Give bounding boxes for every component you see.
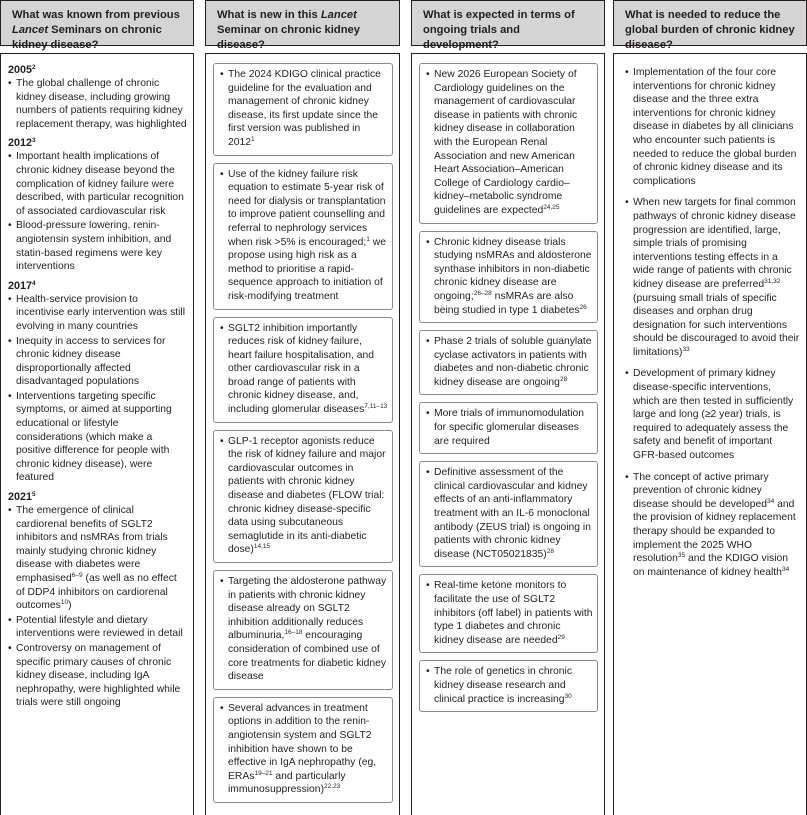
column-expected-heading xyxy=(411,0,605,51)
list-item: • Blood-pressure lowering, renin-angiotensin system inhibition, and statin-based regimens were key interventions xyxy=(8,219,187,273)
item-text: nsMRAs are also being studied in type 1 diabetes xyxy=(434,290,580,316)
item-text: New 2026 European Society of Cardiology guidelines on the management of cardiovascular disease in patients with chronic kidney disease in collaboration with the European Renal Association and new American Heart Association–American College of Cardiology cardio–kidney–metabolic syndrome guidelines are expected xyxy=(434,69,578,216)
list-item: • Health-service provision to incentivise early intervention was still evolving in many countries xyxy=(8,293,187,334)
item-text: Development of primary kidney disease-specific interventions, which are then tested in sufficiently large and long (≥2 year) trials, is required to adequately assess the safety and benefit of important GFR-based outcomes xyxy=(633,368,794,462)
item-text: More trials of immunomodulation for specific glomerular diseases are required xyxy=(434,408,585,447)
reference: 10 xyxy=(60,599,69,607)
item-text: The role of genetics in chronic kidney disease research and clinical practice is increasing xyxy=(434,666,572,705)
item-text: SGLT2 inhibition importantly reduces risk of kidney failure, heart failure hospitalisation, and other cardiovascular risk in a broad range of patients with chronic kidney disease, and, including glomerular diseases xyxy=(228,322,375,416)
list-item xyxy=(213,570,393,690)
item-text: Use of the kidney failure risk equation to estimate 5-year risk of need for dialysis or transplantation to improve patient counselling and referral to nephrology services when risk >5% is encouraged; xyxy=(228,168,386,248)
year-heading xyxy=(8,136,187,150)
list-item xyxy=(625,471,800,580)
item-text: Implementation of the four core interventions for chronic kidney disease and the three extra interventions for chronic kidney disease in diabetes by all clinicians who encounter such patients is needed to reduce the global burden of chronic kidney disease and its complications xyxy=(633,67,797,187)
column-needed xyxy=(613,0,807,815)
reference: 2 xyxy=(32,64,36,71)
item-text: The concept of active primary prevention of chronic kidney disease should be developed xyxy=(633,471,769,510)
item-text: (as well as no effect of DDP4 inhibitors on cardiorenal outcomes xyxy=(16,573,177,612)
reference: 19–21 xyxy=(254,769,273,777)
year-label: 2012 xyxy=(8,137,33,150)
list-item: • Controversy on management of specific primary causes of chronic kidney disease, including IgA nephropathy, were highlighted while trials were still ongoing xyxy=(8,642,187,710)
heading-text: What is needed to reduce the global burden of chronic kidney disease? xyxy=(625,9,795,51)
reference: 1 xyxy=(251,135,255,143)
item-text: ) xyxy=(68,600,72,612)
list-item xyxy=(213,63,393,156)
list-item xyxy=(625,66,800,188)
list-item xyxy=(419,402,598,454)
column-expected-body xyxy=(411,53,605,815)
heading-text: Seminars on chronic kidney disease? xyxy=(12,24,162,51)
bullet-list xyxy=(8,293,187,485)
item-text: When new targets for final common pathways of chronic kidney disease progression are identified, large, simple trials of promising interventions testing effects in a wide range of patients with chronic kidney disease are preferred xyxy=(633,197,796,290)
year-label: 2021 xyxy=(8,491,33,504)
item-text: Definitive assessment of the clinical cardiovascular and kidney effects of an anti-inflammatory treatment with an IL-6 monoclonal antibody (ZEUS trial) is ongoing in patients with chronic kidney disease (NCT05021835) xyxy=(434,467,591,560)
item-text: GLP-1 receptor agonists reduce the risk of kidney failure and major cardiovascular outcomes in patients with chronic kidney disease and diabetes (FLOW trial: chronic kidney disease-specific data using subcutaneous semaglutide in its anti-diabetic dose) xyxy=(228,435,386,556)
reference: 28 xyxy=(546,547,554,555)
bullet-list xyxy=(625,66,800,579)
column-new xyxy=(205,0,400,815)
column-known-heading xyxy=(0,0,194,51)
list-item: • The global challenge of chronic kidney disease, including growing numbers of patients requiring kidney replacement therapy, was highlighted xyxy=(8,77,187,131)
item-text: (pursuing small trials of specific diseases and orphan drug designation for such interventions should be discouraged to avoid their limitations) xyxy=(633,292,800,358)
reference: 26 xyxy=(579,303,587,311)
bullet-list xyxy=(8,504,187,710)
year-label: 2017 xyxy=(8,279,33,292)
list-item: • Potential lifestyle and dietary interventions were reviewed in detail xyxy=(8,614,187,641)
list-item xyxy=(213,163,393,310)
item-text: Real-time ketone monitors to facilitate the use of SGLT2 inhibitors (off label) in patients with type 1 diabetes and chronic kidney disease are needed xyxy=(434,580,593,646)
column-needed-body xyxy=(613,53,807,815)
item-text: Chronic kidney disease trials studying nsMRAs and aldosterone synthase inhibitors in non-diabetic chronic kidney disease are ongoing; xyxy=(434,236,592,302)
reference: 1 xyxy=(366,235,370,243)
item-text: The emergence of clinical cardiorenal benefits of SGLT2 inhibitors and nsMRAs from trials mainly studying chronic kidney disease with diabetes were emphasised xyxy=(16,505,168,584)
reference: 3 xyxy=(32,137,36,145)
year-label: 2005 xyxy=(8,64,33,76)
heading-text: Seminar on chronic kidney disease? xyxy=(217,24,360,51)
year-heading xyxy=(8,279,187,293)
column-new-heading xyxy=(205,0,400,51)
item-text: Several advances in treatment options in addition to the renin-angiotensin system and SGLT2 inhibition have shown to be effective in IgA nephropathy (eg, ERAs xyxy=(228,702,377,782)
reference: 26–28 xyxy=(473,289,492,297)
column-known xyxy=(0,0,194,815)
column-needed-heading xyxy=(613,0,807,51)
item-text: The 2024 KDIGO clinical practice guideline for the evaluation and management of chronic kidney disease, its first update since the first version was published in 2012 xyxy=(228,69,381,148)
reference: 14,15 xyxy=(253,543,271,551)
item-text: Phase 2 trials of soluble guanylate cyclase activators in patients with diabetes and non-diabetic chronic kidney disease are ongoing xyxy=(434,336,592,388)
heading-italic: Lancet xyxy=(320,9,357,21)
reference: 6–9 xyxy=(71,572,83,579)
list-item: • Important health implications of chronic kidney disease beyond the complication of kidney failure were described, with particular recognition of associated cardiovascular risk xyxy=(8,150,187,218)
list-item xyxy=(419,461,598,567)
reference: 34 xyxy=(767,497,775,505)
list-item xyxy=(419,63,598,224)
reference: 31,32 xyxy=(764,277,781,285)
item-text: and the provision of kidney replacement therapy should be expanded to implement the 2025 WHO resolution xyxy=(633,498,796,565)
list-item xyxy=(419,231,598,324)
item-text: Targeting the aldosterone pathway in patients with chronic kidney disease already on SGLT2 inhibition additionally reduces albuminuria, xyxy=(228,576,387,642)
reference: 16–18 xyxy=(284,629,303,637)
reference: 29 xyxy=(557,633,565,641)
item-text: encouraging consideration of combined use of core treatments for diabetic kidney disease xyxy=(228,630,387,683)
reference: 22,23 xyxy=(324,783,341,791)
list-item: • Interventions targeting specific symptoms, or aimed at supporting educational or lifestyle considerations (which make a positive difference for people with chronic kidney disease), were featured xyxy=(8,390,187,485)
list-item xyxy=(213,697,393,803)
reference: 7,11–13 xyxy=(364,403,388,411)
list-item xyxy=(213,317,393,423)
heading-text: What is new in this xyxy=(217,9,321,21)
reference: 5 xyxy=(32,491,36,499)
list-item xyxy=(625,367,800,462)
year-heading xyxy=(8,490,187,504)
column-known-body xyxy=(0,53,194,815)
reference: 35 xyxy=(677,552,686,560)
item-text: and particularly immunosuppression) xyxy=(228,770,346,796)
heading-text: What was known from previous xyxy=(12,9,180,21)
reference: 4 xyxy=(32,279,36,287)
year-heading xyxy=(8,63,187,77)
column-expected xyxy=(411,0,605,815)
heading-text: What is expected in terms of ongoing trials and development? xyxy=(423,9,575,51)
reference: 34 xyxy=(781,565,790,573)
list-item xyxy=(419,574,598,653)
list-item: • Inequity in access to services for chronic kidney disease disproportionally affected disadvantaged populations xyxy=(8,335,187,389)
reference: 30 xyxy=(564,692,572,700)
list-item xyxy=(625,196,800,359)
bullet-list xyxy=(8,150,187,273)
column-new-body xyxy=(205,53,400,815)
list-item xyxy=(419,660,598,712)
item-text: and the KDIGO vision on maintenance of kidney health xyxy=(633,553,789,578)
item-text: we propose using high risk as a method to prioritise a rapid-sequence approach to initiation of risk-modifying treatment xyxy=(228,236,387,302)
bullet-list xyxy=(8,77,187,131)
reference: 24,25 xyxy=(543,203,560,211)
list-item xyxy=(8,504,187,613)
list-item xyxy=(213,430,393,563)
heading-italic: Lancet xyxy=(12,24,49,36)
reference: 28 xyxy=(559,375,568,383)
reference: 33 xyxy=(682,345,690,353)
list-item xyxy=(419,330,598,395)
